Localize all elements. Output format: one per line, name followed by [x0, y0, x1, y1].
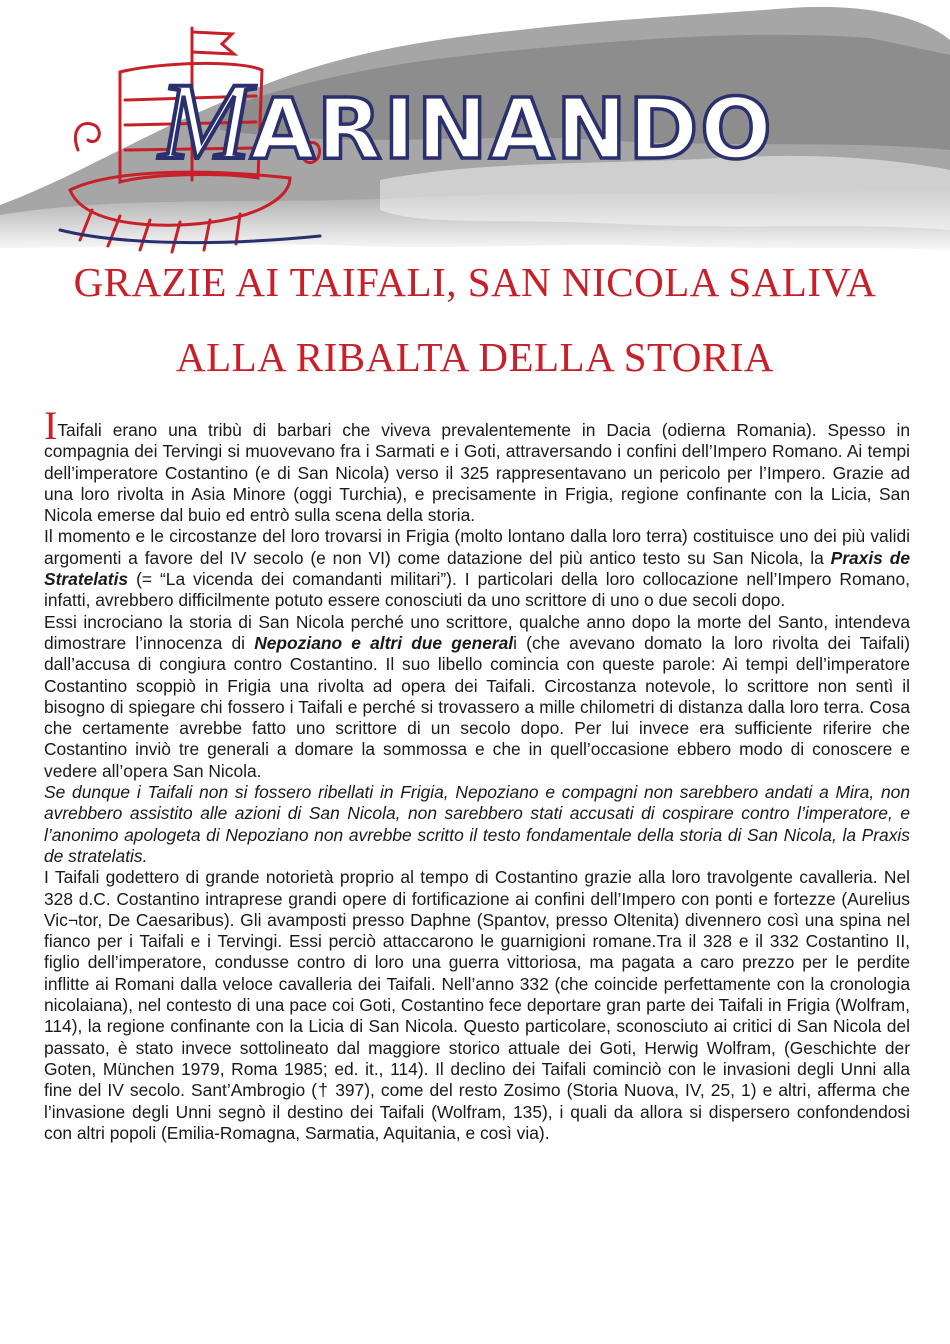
paragraph-4: Se dunque i Taifali non si fossero ribellati in Frigia, Nepoziano e compagni non sarebbero andati a Mira, non avrebbero assistito alle azioni di San Nicola, non sarebbero stati accusati di cospirare contro l’imperatore, e l’anonimo apologeta di Nepoziano non avrebbe scritto il testo fondamentale della storia di San Nicola, la Praxis de stratelatis. [44, 782, 910, 866]
logo-wordmark: ARINANDO [250, 80, 774, 178]
article-title-line-2: ALLA RIBALTA DELLA STORIA [175, 334, 775, 380]
paragraph-3-text-a: Essi incrociano la storia di San Nicola perché uno scrittore, qualche anno dopo la morte del Santo, intendeva dimostrare l’innocenza di [44, 611, 910, 653]
praxis-title: Praxis de Stratelatis [44, 547, 910, 590]
logo-initial: M [159, 60, 251, 182]
article-title-line-1: GRAZIE AI TAIFALI, SAN NICOLA SALIVA [73, 259, 877, 305]
drop-cap: I [44, 403, 58, 448]
article-body [44, 403, 910, 1144]
paragraph-3-text-b: (che avevano domato la loro rivolta dei Taifali) dall’accusa di congiura contro Costantino. Il suo libello comincia con queste parole: Ai tempi dell’imperatore Costantino scoppiò in Frigia una rivolta ad opera dei Taifali. Circostanza notevole, lo scrittore non sentì il bisogno di spiegare chi fossero i Taifali e perché si trovassero a mille chilometri di distanza dalla loro terra. Cosa che certamente avrebbe fatto uno scrittore di un secolo dopo. Per lui invece era sufficiente riferire che Costantino inviò tre generali a domare la sommossa e che in quell’occasione ebbero modo di conoscere e vedere all’opera San Nicola. [44, 632, 910, 781]
paragraph-2 [44, 526, 910, 611]
paragraph-2-text-a: Il momento e le circostanze del loro trovarsi in Frigia (molto lontano dalla loro terra) costituisce uno dei più validi argomenti a favore del IV secolo (e non VI) come datazione del più antico testo su San Nicola, la [44, 526, 910, 568]
generals-names-tail: i [513, 632, 518, 653]
paragraph-3 [44, 612, 910, 782]
generals-names: Nepoziano e altri due general [254, 632, 514, 653]
header-banner [0, 0, 950, 255]
paragraph-1-text: Taifali erano una tribù di barbari che viveva prevalentemente in Dacia (odierna Romania). Spesso in compagnia dei Tervingi si muovevano fra i Sarmati e i Goti, attraversando i confini dell’Impero Romano. Ai tempi dell’imperatore Costantino (e di San Nicola) verso il 325 rappresentavano un pericolo per l’Impero. Grazie ad una loro rivolta in Asia Minore (oggi Turchia), e precisamente in Frigia, regione confinante con la Licia, San Nicola emerse dal buio ed entrò sulla scena della storia. [44, 420, 910, 526]
paragraph-1 [44, 403, 910, 526]
paragraph-2-text-b: (= “La vicenda dei comandanti militari”). I particolari della loro collocazione nell’Impero Romano, infatti, avrebbero difficilmente potuto essere conosciuti da uno scrittore di uno o due secoli dopo. [44, 569, 910, 611]
paragraph-5: I Taifali godettero di grande notorietà proprio al tempo di Costantino grazie alla loro travolgente cavalleria. Nel 328 d.C. Costantino intraprese grandi opere di fortificazione ai confini dell’Impero con ponti e fortezze (Aurelius Vic¬tor, De Caesaribus). Gli avamposti presso Daphne (Spantov, presso Oltenita) divennero così una spina nel fianco per i Taifali e i Tervingi. Essi perciò attaccarono le guarnigioni romane.Tra il 328 e il 332 Costantino II, figlio dell’imperatore, condusse contro di loro una guerra vittoriosa, ma pagata a caro prezzo per le perdite inflitte ai Romani dalla veloce cavalleria dei Taifali. Nell’anno 332 (che coincide perfettamente con la cronologia nicolaiana), nel contesto di una pace coi Goti, Costantino fece deportare gran parte dei Taifali in Frigia (Wolfram, 114), la regione confinante con la Licia di San Nicola. Questo particolare, sconosciuto ai critici di San Nicola del passato, è stato invece sottolineato dal maggiore storico attuale dei Goti, Herwig Wolfram, (Geschichte der Goten, München 1979, Roma 1985; ed. it., 114). Il declino dei Taifali cominciò con le invasioni degli Unni alla fine del IV secolo. Sant’Ambrogio († 397), come del resto Zosimo (Storia Nuova, IV, 25, 1) e altri, afferma che l’invasione degli Unni segnò il destino dei Taifali (Wolfram, 135), i quali da allora si dispersero confondendosi con altri popoli (Emilia-Romagna, Sarmatia, Aquitania, e così via). [44, 867, 910, 1143]
